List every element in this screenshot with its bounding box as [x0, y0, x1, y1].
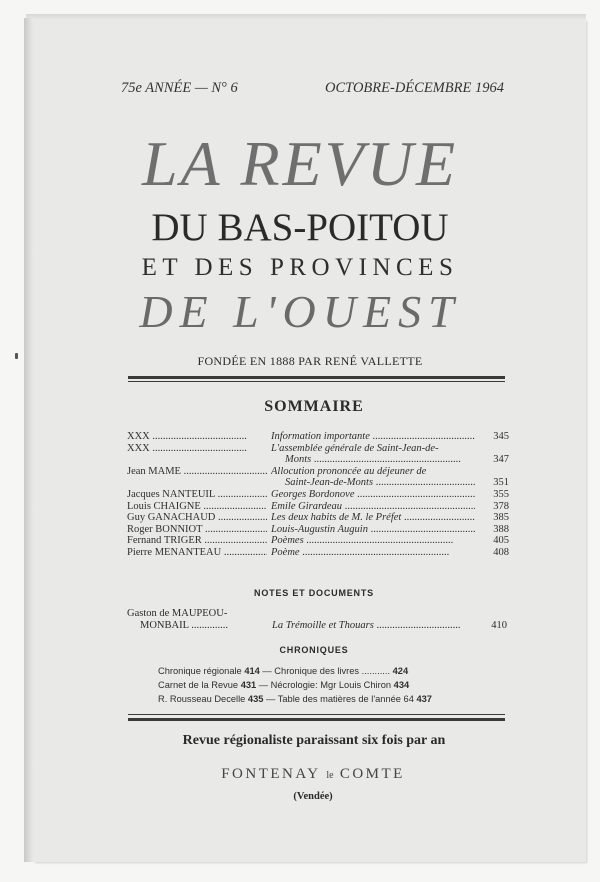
- toc-title-line: Louis-Augustin Auguin .....: [271, 524, 475, 536]
- toc-article-title: [271, 431, 475, 443]
- divider-top-thick: [128, 376, 505, 379]
- toc-entry: [127, 547, 507, 559]
- notes-heading: NOTES ET DOCUMENTS: [254, 588, 374, 598]
- toc-entry: [127, 501, 507, 513]
- toc-entry: [127, 524, 507, 536]
- toc-page-number: 347: [493, 454, 509, 466]
- toc-entry: [127, 431, 507, 443]
- toc-article-title: [271, 547, 475, 559]
- toc-author: XXX .....: [127, 443, 267, 455]
- toc-article-title: [271, 466, 475, 489]
- toc-article-title: [271, 512, 475, 524]
- chroniques-line: [158, 694, 478, 704]
- divider-bottom-thick: [128, 718, 505, 721]
- chroniques-line: [158, 680, 478, 690]
- toc-title-line: Saint-Jean-de-Monts .....: [271, 477, 475, 489]
- place-part-3: COMTE: [339, 766, 405, 782]
- toc-article-title: [271, 443, 475, 466]
- toc-author: Jacques NANTEUIL .....: [127, 489, 267, 501]
- department: (Vendée): [293, 791, 333, 802]
- chronique-text: — Chronique des livres ...........: [259, 666, 393, 676]
- toc-author: Jean MAME .....: [127, 466, 267, 478]
- toc-author: Guy GANACHAUD .....: [127, 512, 267, 524]
- chroniques-heading: CHRONIQUES: [279, 645, 349, 655]
- notes-author-line-2: MONBAIL .....: [140, 620, 228, 631]
- chronique-page-number: 434: [393, 680, 410, 690]
- toc-title-line: Les deux habits de M. le Préfet .....: [271, 512, 475, 524]
- toc-entry: [127, 466, 507, 489]
- divider-top-thin: [128, 381, 505, 382]
- toc-page-number: 355: [493, 488, 509, 500]
- toc-title-line: Poème .....: [271, 547, 475, 559]
- toc-entry: [127, 512, 507, 524]
- notes-author-line-1: Gaston de MAUPEOU-: [127, 608, 228, 619]
- toc-entry: [127, 443, 507, 466]
- chronique-text: — Nécrologie: Mgr Louis Chiron: [256, 680, 394, 690]
- sommaire-heading: SOMMAIRE: [264, 398, 364, 415]
- toc-entry: [127, 535, 507, 547]
- toc-author: Pierre MENANTEAU .....: [127, 547, 267, 559]
- chronique-page-number: 437: [416, 694, 432, 704]
- toc-page-number: 388: [493, 523, 509, 535]
- toc-page-number: 385: [493, 512, 509, 524]
- toc-page-number: 408: [493, 546, 509, 558]
- toc-article-title: [271, 535, 475, 547]
- chronique-text: Chronique régionale: [158, 666, 245, 676]
- chronique-text: — Table des matières de l'année 64: [263, 694, 417, 704]
- toc-entry: [127, 489, 507, 501]
- notes-page-number: 410: [491, 620, 507, 631]
- toc-page-number: 345: [493, 431, 509, 442]
- table-of-contents: [127, 431, 507, 559]
- place-part-2: le: [326, 770, 334, 781]
- toc-title-line: Monts .....: [271, 454, 475, 466]
- chronique-page-number: 414: [244, 666, 260, 676]
- toc-article-title: [271, 501, 475, 513]
- issue-number: 75e ANNÉE — N° 6: [121, 80, 238, 96]
- title-line-4: DE L'OUEST: [139, 286, 461, 337]
- toc-page-number: 351: [493, 477, 509, 489]
- toc-author: Fernand TRIGER .....: [127, 535, 267, 547]
- chronique-text: Carnet de la Revue: [158, 680, 241, 690]
- founder-line: FONDÉE EN 1888 PAR RENÉ VALLETTE: [197, 354, 423, 368]
- toc-page-number: 405: [493, 535, 509, 547]
- toc-author: Louis CHAIGNE .....: [127, 501, 267, 513]
- title-line-2: DU BAS-POITOU: [151, 206, 449, 249]
- toc-article-title: [271, 524, 475, 536]
- chroniques-line: [158, 666, 478, 676]
- toc-title-line: Allocution prononcée au déjeuner de: [271, 465, 427, 477]
- toc-page-number: 378: [493, 500, 509, 512]
- title-line-1: LA REVUE: [141, 128, 459, 199]
- toc-title-line: Emile Girardeau .....: [271, 501, 475, 513]
- toc-title-line: Poèmes .....: [271, 535, 475, 547]
- publication-place: [0, 766, 600, 783]
- chronique-page-number: 435: [247, 694, 264, 704]
- toc-article-title: [271, 489, 475, 501]
- toc-title-line: Georges Bordonove .....: [271, 489, 475, 501]
- title-line-3: ET DES PROVINCES: [141, 254, 459, 281]
- place-part-1: FONTENAY: [221, 766, 321, 782]
- tagline: Revue régionaliste paraissant six fois par an: [182, 733, 446, 748]
- notes-article-title: La Trémoille et Thouars .....: [272, 620, 474, 631]
- chronique-page-number: 431: [240, 680, 257, 690]
- toc-author: Roger BONNIOT .....: [127, 524, 267, 536]
- issue-period: OCTOBRE-DÉCEMBRE 1964: [325, 80, 504, 96]
- divider-bottom-thin: [128, 714, 505, 715]
- toc-title-line: L'assemblée générale de Saint-Jean-de-: [271, 442, 439, 454]
- toc-author: XXX .....: [127, 431, 267, 443]
- chronique-text: R. Rousseau Decelle: [158, 694, 248, 704]
- toc-title-line: Information importante .....: [271, 431, 475, 443]
- chronique-page-number: 424: [392, 666, 409, 676]
